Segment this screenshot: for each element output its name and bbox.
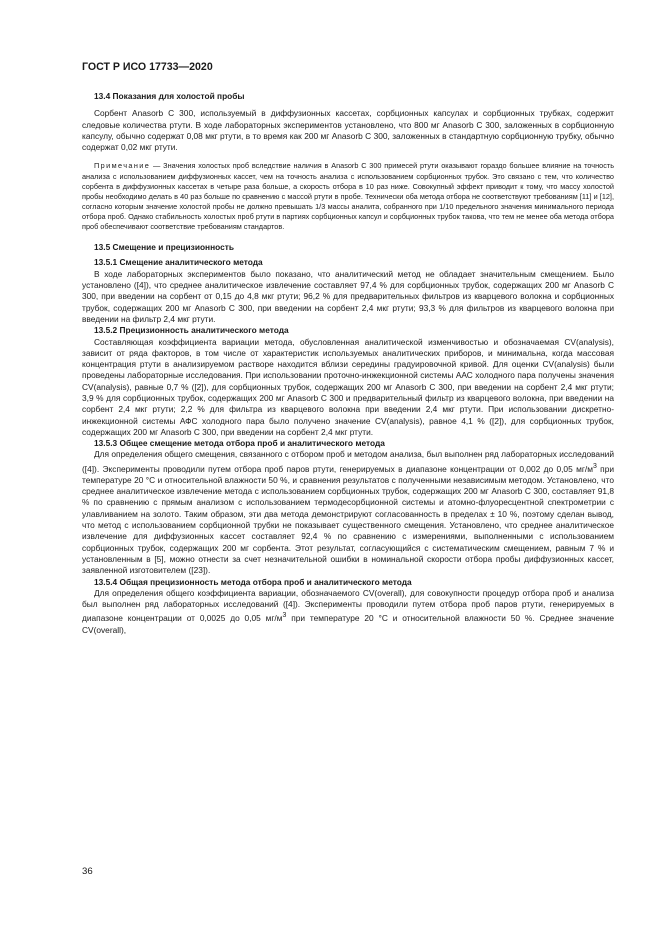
section-13-4-paragraph: Сорбент Anasorb C 300, используемый в диффузионных кассетах, сорбционных капсулах и сорбционных трубках, содержит следовые количества ртути. В ходе лабораторных экспериментов установлено, что 800 мг Anasorb C 300, заложенных в сорбционную капсулу, обычно содержат 0,08 мкг ртути, в то время как 200 мг Anasorb C 300, заложенных в стандартную сорбционную трубку, обычно содержат 0,02 мкг ртути.: [82, 108, 614, 153]
page-content: [82, 91, 614, 636]
section-13-5-1-heading: 13.5.1 Смещение аналитического метода: [94, 257, 263, 268]
section-13-5-heading: 13.5 Смещение и прецизионность: [94, 242, 234, 253]
note-label: Примечание: [94, 161, 151, 171]
standard-header: ГОСТ Р ИСО 17733—2020: [82, 61, 213, 73]
section-13-5-4-text-b: при температуре 20 °С и относительной влажности 50 %. Среднее значение CV(overall),: [82, 613, 614, 635]
section-13-5-3-heading: 13.5.3 Общее смещение метода отбора проб и аналитического метода: [94, 438, 385, 449]
section-13-4-note: [82, 161, 614, 232]
section-13-5-2-heading: 13.5.2 Прецизионность аналитического метода: [94, 325, 289, 336]
page-number: 36: [82, 866, 93, 877]
section-13-5-4-heading: 13.5.4 Общая прецизионность метода отбора проб и аналитического метода: [94, 576, 412, 587]
section-13-4-heading: 13.4 Показания для холостой пробы: [94, 91, 245, 101]
superscript: 3: [592, 462, 597, 470]
section-13-5-4-paragraph: [82, 588, 614, 636]
superscript: 3: [282, 612, 287, 620]
section-13-5-3-paragraph: [82, 449, 614, 576]
section-13-5-2-paragraph: Составляющая коэффициента вариации метода, обусловленная аналитической изменчивостью и обозначаемая CV(analysis), зависит от ряда факторов, в том числе от характеристик используемых аналитических приборов, и минимальна, когда массовая концентрация ртути в анализируемом растворе находится вблизи середины градуировочной кривой. Для оценки CV(analysis) были проведены лабораторные исследования. При использовании проточно-инжекционной системы ААС холодного пара получены значения CV(analysis), равные 0,7 % ([2]), для сорбционных трубок, содержащих 200 мг Anasorb C 300, при введении на сорбент 2,4 мкг ртути; 3,9 % для сорбционных трубок, содержащих 200 мг Anasorb C 300 и предварительный фильтр из кварцевого волокна, при введении на сорбент 2,4 мкг ртути; 2,2 % для фильтра из кварцевого волокна при введении 2,4 мкг ртути. При использовании дискретно-инжекционной системы АФС холодного пара было получено значение CV(analysis), равное 4,1 % ([2]), для сорбционных трубок, содержащих 200 мг Anasorb C 300, при введении на сорбент 2,4 мкг ртути.: [82, 336, 614, 437]
section-13-5-3-text-b: при температуре 20 °С и относительной влажности 50 %, и сравнения результатов с полученными независимым методом. Установлено, что среднее аналитическое извлечение метода с использованием сорбционных трубок, содержащих 200 мг Anasorb C 300, составляет 91,8 % по сравнению с прямым анализом с использованием термодесорбционной системы и атомно-флуоресцентной спектрометрии с улавливанием на золото. Таким образом, эти два метода демонстрируют согласованность в пределах ± 10 %, поэтому сделан вывод, что метод с использованием сорбционной трубки не показывает существенного смещения. Установлено, что среднее аналитическое извлечение для диффузионных кассет составляет 92,4 % по сравнению с измерениями, выполненными с использованием сорбционных трубок, содержащих 200 мг сорбента. Этот результат, согласующийся с систематическим смещением, равным 7 % и установленным в [5], можно отнести за счет незначительной ошибки в номинальной скорости отбора пробы диффузионных кассет, заявленной изготовителем ([23]).: [82, 463, 614, 576]
note-text: — Значения холостых проб вследствие наличия в Anasorb C 300 примесей ртути оказывают гораздо большее влияние на точность анализа с использованием диффузионных кассет, чем на точность анализа с использованием сорбционных трубок. Это связано с тем, что количество сорбента в диффузионных кассетах в четыре раза больше, а скорость отбора в 10 раз ниже. Совокупный эффект приводит к тому, что массу холостой пробы необходимо делать в 40 раз больше по сравнению с массой ртути в пробе. Технически оба метода отбора не соответствуют требованиям [11] и [12], согласно которым значение холостой пробы не должно превышать 1/3 массы аналита, собранного при 1/10 предельного значения минимального периода отбора проб. Однако стабильность холостых проб ртути в партиях сорбционных капсул и сорбционных трубок такова, что тем не менее оба метода отбора проб обеспечивают соответствие требованиям стандартов.: [82, 161, 614, 232]
section-13-5-4-text-a: Для определения общего коэффициента вариации, обозначаемого CV(overall), для совокупности процедур отбора проб и анализа был выполнен ряд лабораторных исследований ([4]). Эксперименты проводили путем отбора проб паров ртути, генерируемых в диапазоне концентрации от 0,0025 до 0,05 мг/м: [82, 587, 614, 624]
section-13-5-3-text-a: Для определения общего смещения, связанного с отбором проб и методом анализа, был выполнен ряд лабораторных исследований ([4]). Эксперименты проводили путем отбора проб паров ртути, генерируемых в диапазоне концентрации от 0,002 до 0,05 мг/м: [82, 449, 614, 474]
section-13-5-1-paragraph: В ходе лабораторных экспериментов было показано, что аналитический метод не обладает значительным смещением. Было установлено ([4]), что среднее аналитическое извлечение составляет 97,4 % для сорбционных трубок, содержащих 200 мг Anasorb C 300, при введении на сорбент от 0,15 до 4,8 мкг ртути; 96,2 % для предварительных фильтров из кварцевого волокна и сорбционных трубок, содержащих 200 мг Anasorb C 300, при введении на сорбент 2,4 мкг ртути; 93,3 % для фильтров из кварцевого волокна при введении на фильтр 2,4 мкг ртути.: [82, 268, 614, 324]
